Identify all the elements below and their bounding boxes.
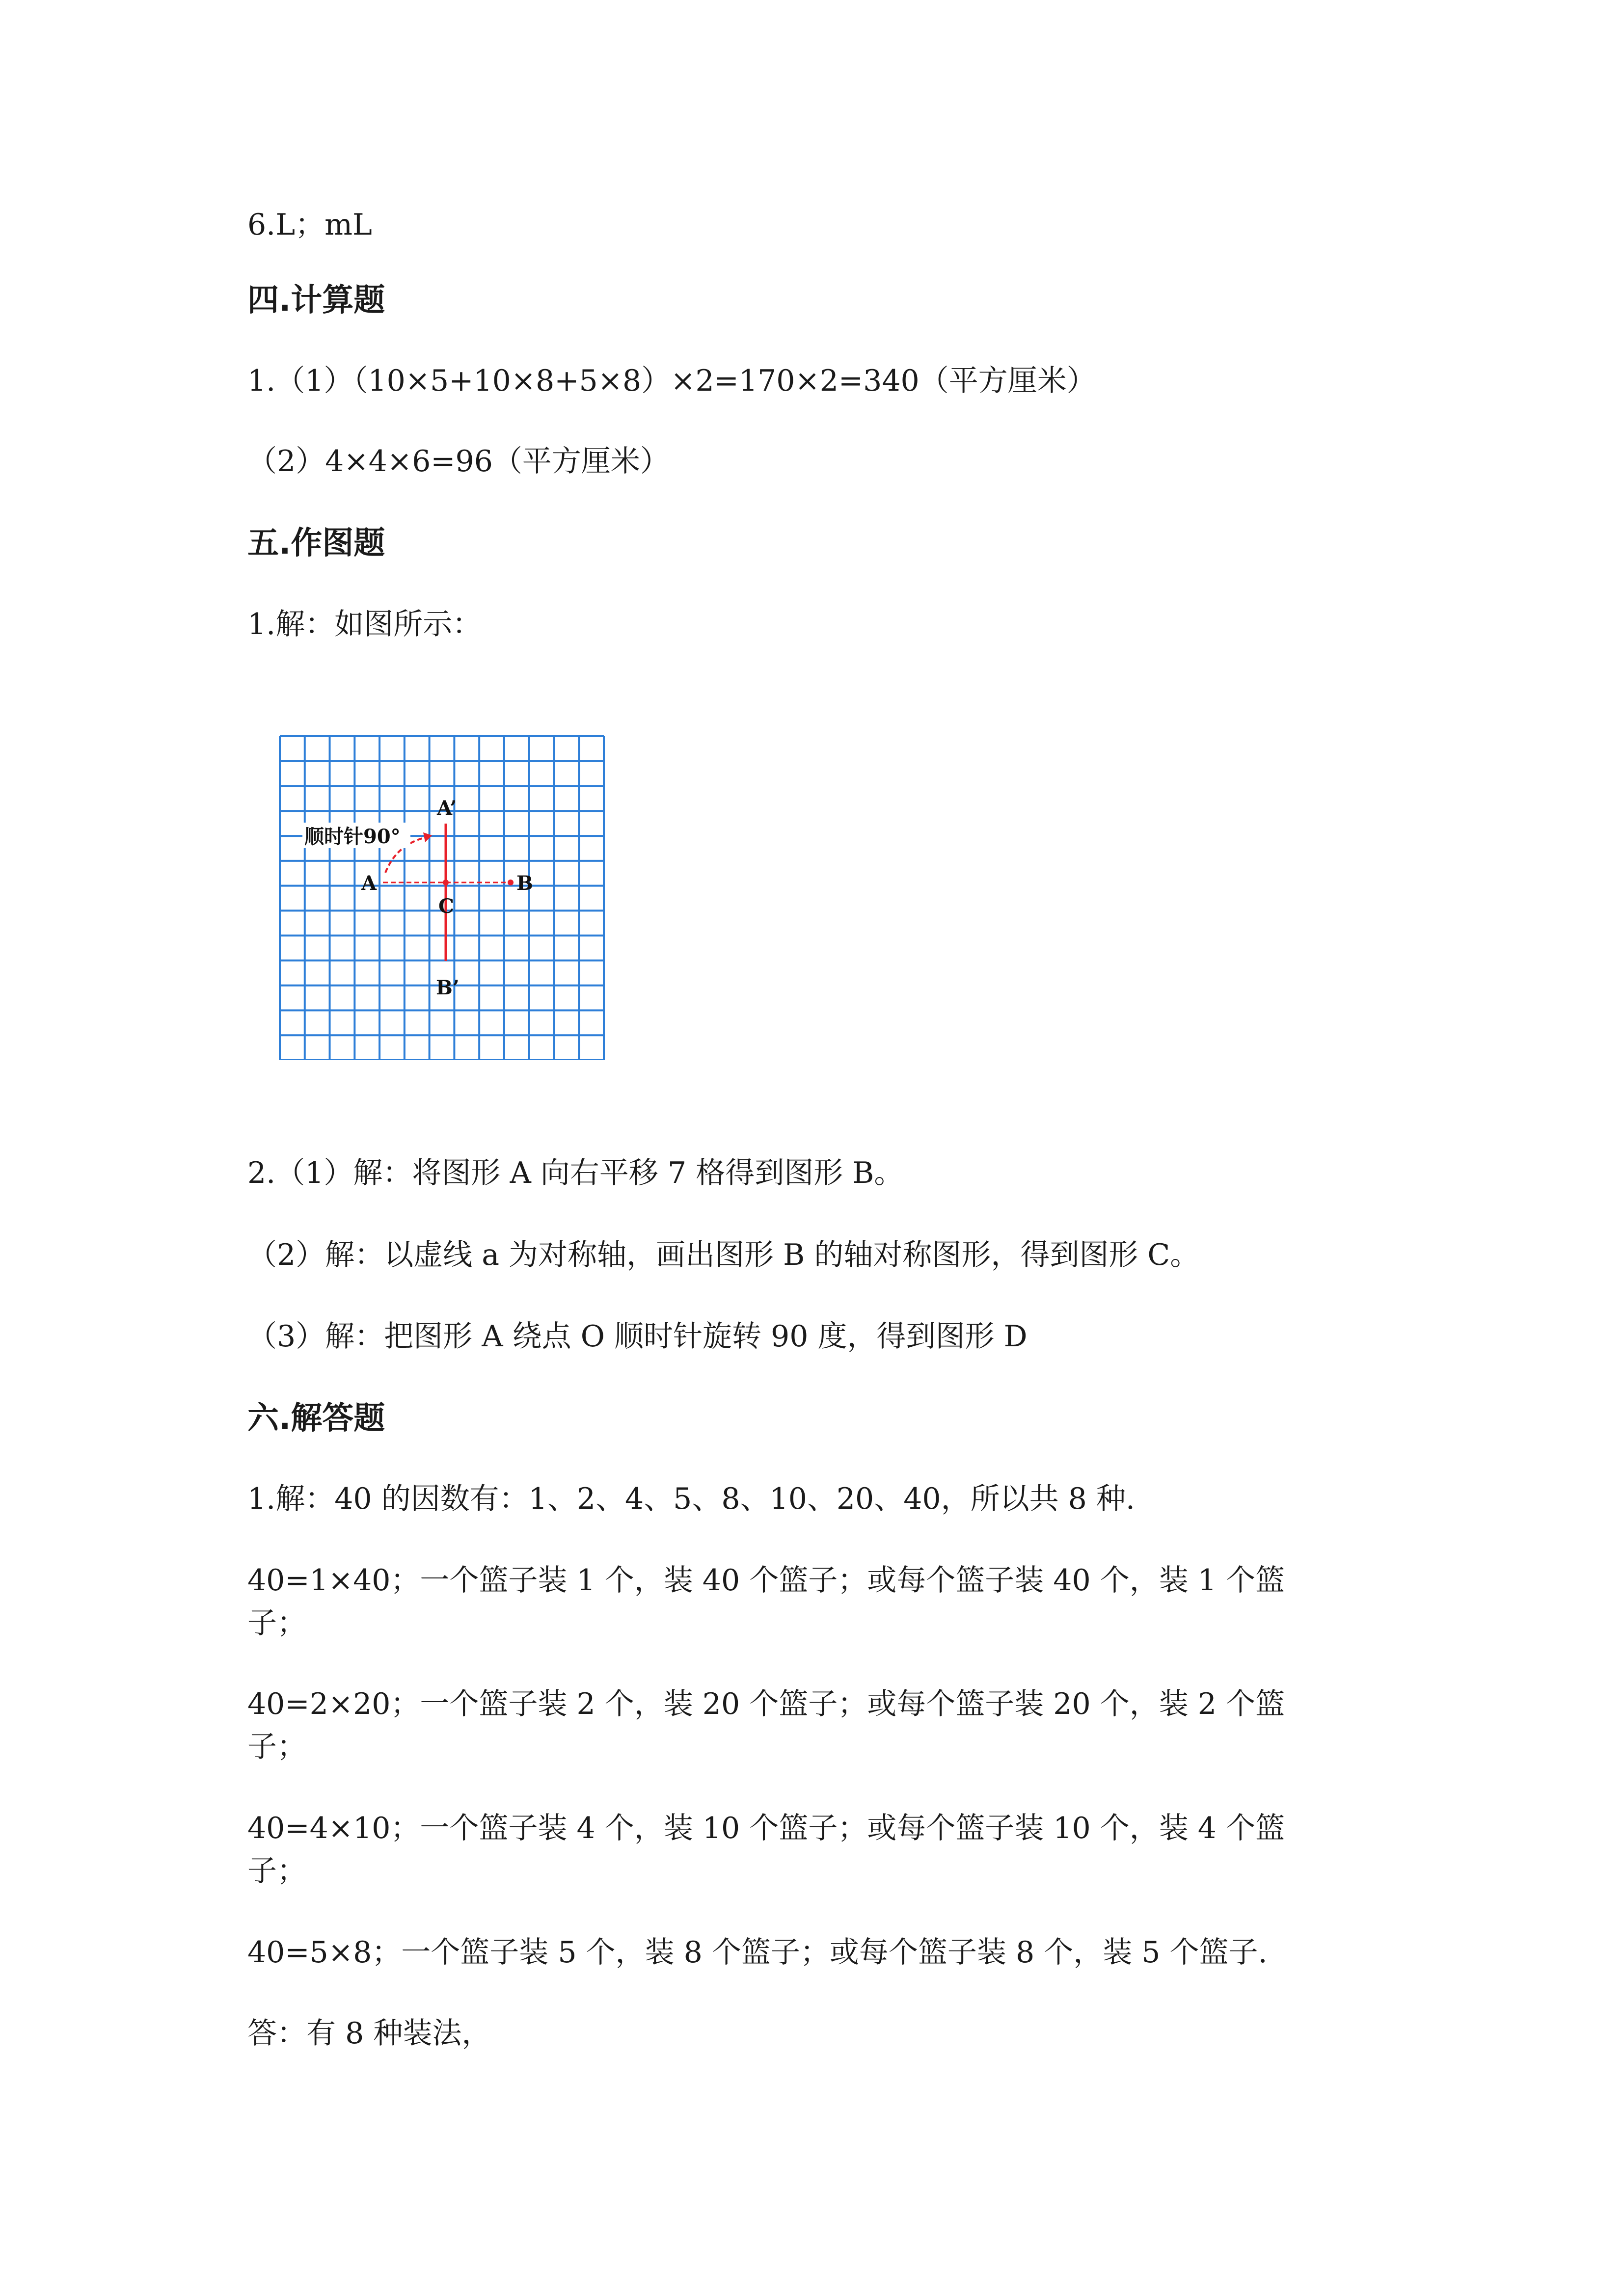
solution-line-4b: 子；: [247, 1854, 306, 1888]
label-b: B: [516, 872, 533, 895]
labels: [302, 797, 533, 999]
answer-line-6: 6.L；mL: [247, 208, 372, 242]
section-heading-calculation: 四.计算题: [247, 282, 385, 319]
solution-line-4a: 40=4×10；一个篮子装 4 个，装 10 个篮子；或每个篮子装 10 个，装 4 个篮: [247, 1811, 1285, 1845]
label-c: C: [438, 895, 454, 918]
point-b-dot: [508, 880, 514, 885]
rotation-label: 顺时针90°: [304, 825, 401, 848]
label-a-prime: A’: [437, 797, 457, 820]
rotation-arrow-icon: [423, 832, 432, 842]
drawing-answer-2-1: 2.（1）解：将图形 A 向右平移 7 格得到图形 B。: [247, 1156, 904, 1190]
drawing-answer-2-2: （2）解：以虚线 a 为对称轴，画出图形 B 的轴对称图形，得到图形 C。: [247, 1238, 1200, 1272]
solution-answer-1: 1.解：40 的因数有：1、2、4、5、8、10、20、40，所以共 8 种.: [247, 1482, 1135, 1516]
solution-line-5: 40=5×8；一个篮子装 5 个，装 8 个篮子；或每个篮子装 8 个，装 5 个篮子.: [247, 1935, 1268, 1970]
calc-answer-1: 1.（1）（10×5+10×8+5×8）×2=170×2=340（平方厘米）: [247, 364, 1096, 398]
solution-final-answer: 答：有 8 种装法，: [247, 2016, 491, 2051]
label-b-prime: B’: [436, 976, 460, 999]
rotation-grid-figure: [265, 726, 619, 1060]
section-heading-drawing: 五.作图题: [247, 525, 385, 561]
drawing-answer-2-3: （3）解：把图形 A 绕点 O 顺时针旋转 90 度，得到图形 D: [247, 1319, 1028, 1354]
point-c-dot: [443, 880, 449, 885]
solution-line-3b: 子；: [247, 1730, 306, 1764]
calc-answer-2: （2）4×4×6=96（平方厘米）: [247, 444, 670, 479]
drawing-answer-1: 1.解：如图所示：: [247, 607, 482, 641]
grid-diagram: [265, 726, 619, 1060]
solution-line-2a: 40=1×40；一个篮子装 1 个，装 40 个篮子；或每个篮子装 40 个，装 1 个篮: [247, 1563, 1285, 1598]
solution-line-3a: 40=2×20；一个篮子装 2 个，装 20 个篮子；或每个篮子装 20 个，装 2 个篮: [247, 1687, 1285, 1721]
solution-line-2b: 子；: [247, 1606, 306, 1640]
section-heading-solution: 六.解答题: [247, 1400, 385, 1437]
label-a: A: [361, 872, 377, 895]
